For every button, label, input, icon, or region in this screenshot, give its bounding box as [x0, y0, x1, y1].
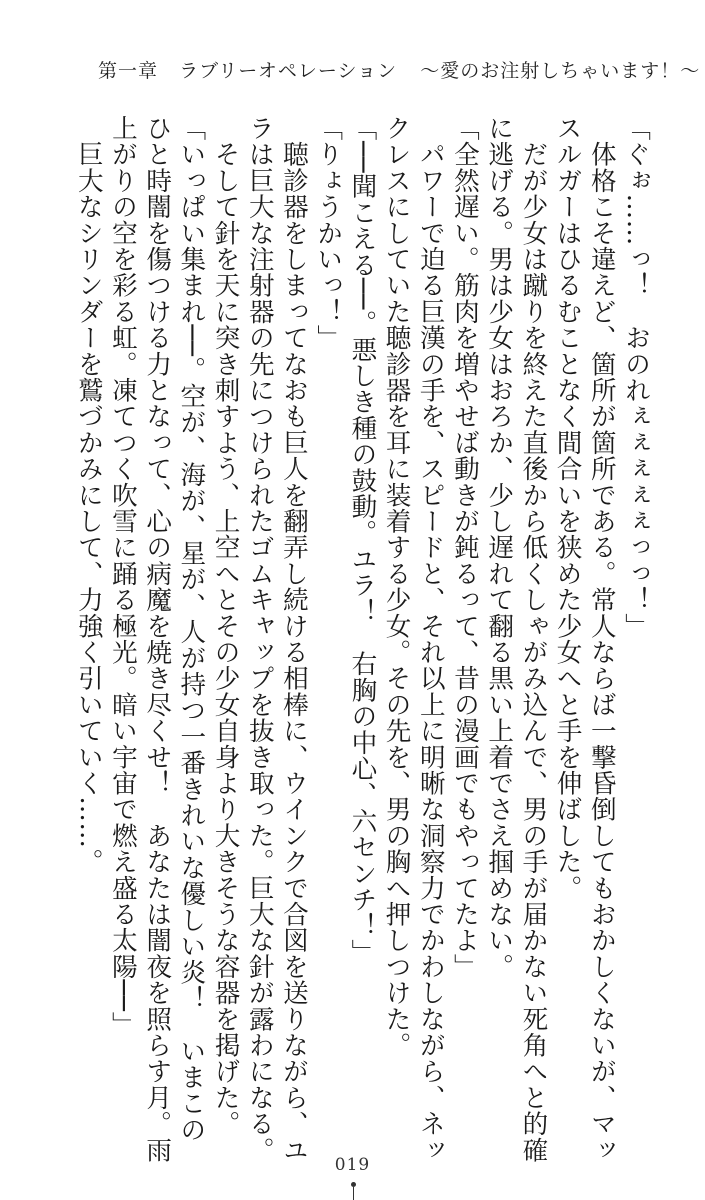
chapter-subtitle: 〜愛のお注射しちゃいます！〜	[420, 60, 701, 82]
running-head	[98, 56, 701, 83]
text-line: そして針を天に突き刺すよう、上空へとその少女自身より大きそうな容器を掲げた。	[210, 115, 241, 1137]
text-line: 体格こそ違えど、箇所が箇所である。常人ならば一撃昏倒してもおかしくないが、マッ	[586, 115, 617, 1163]
page-number: 019	[334, 1155, 371, 1175]
text-line: 「──聞こえる──。悪しき種の鼓動。ユラ！ 右胸の中心、六センチ！」	[347, 115, 378, 966]
text-line: パワーで迫る巨漢の手を、スピードと、それ以上に明晰な洞察力でかわしながら、ネッ	[415, 115, 446, 1163]
text-line: 「りょうかいっ！」	[313, 115, 344, 351]
text-line: 巨大なシリンダーを鷲づかみにして、力強く引いていく……。	[73, 115, 104, 875]
chapter-title: ラブリーオペレーション	[179, 60, 398, 82]
text-line: 「全然遅い。筋肉を増やせば動きが鈍るって、昔の漫画でもやってたよ」	[449, 115, 480, 980]
body-text	[73, 115, 653, 1163]
folio-bullet-icon	[351, 1182, 356, 1200]
text-line: ラは巨大な注射器の先につけられたゴムキャップを抜き取った。巨大な針が露わになる。	[244, 115, 275, 1163]
text-line: 「いっぱい集まれ──。空が、海が、星が、人が持つ一番きれいな優しい炎！ いまこの	[176, 115, 207, 1143]
text-line: 聴診器をしまってなおも巨人を翻弄し続ける相棒に、ウインクで合図を送りながら、ユ	[278, 115, 309, 1163]
text-line: 上がりの空を彩る虹。凍てつく吹雪に踊る極光。暗い宇宙で燃え盛る太陽──」	[107, 115, 138, 1038]
text-line: ひと時闇を傷つける力となって、心の病魔を焼き尽くせ！ あなたは闇夜を照らす月。雨	[142, 115, 173, 1163]
text-line: に逃げる。男は少女はおろか、少し遅れて翻る黒い上着でさえ掴めない。	[484, 115, 515, 980]
text-line: スルガーはひるむことなく間合いを狭めた少女へと手を伸ばした。	[552, 115, 583, 901]
text-line: クレスにしていた聴診器を耳に装着する少女。その先を、男の胸へ押しつけた。	[381, 115, 412, 1059]
text-line: だが少女は蹴りを終えた直後から低くしゃがみ込んで、男の手が届かない死角へと的確	[518, 115, 549, 1163]
text-line: 「ぐぉ……っ！ おのれぇぇぇぇぇっっ！」	[621, 115, 651, 639]
chapter-number: 第一章	[98, 60, 159, 82]
folio-stem	[353, 1187, 354, 1200]
